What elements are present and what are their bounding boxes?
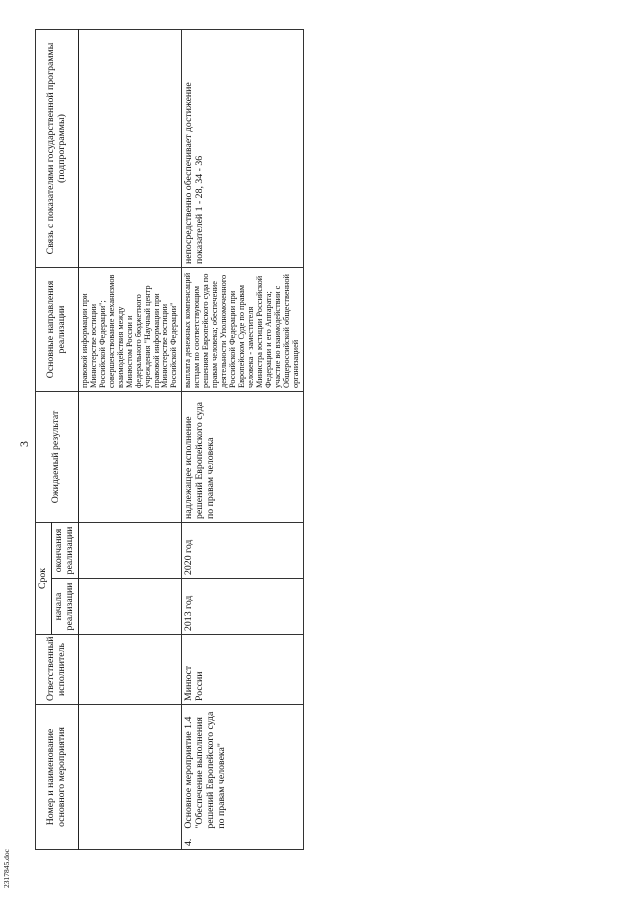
cell-empty [78,30,181,268]
cell-result: надлежащее исполнение решений Европейского суда по правам человека [182,392,303,523]
cell-empty [78,705,181,850]
cell-directions-continued: правовой информации при Министерстве юстиции Российской Федерации"; совершенствование механизмов взаимодействия между Минюстом России и федерального бюджетного учреждения "Научный центр правовой информации при Министерстве юстиции Российской Федерации" [78,268,181,392]
header-number-name: Номер и наименование основного мероприятия [36,705,79,850]
cell-empty [78,523,181,579]
header-result: Ожидаемый результат [36,392,79,523]
cell-link: непосредственно обеспечивает достижение показателей 1 - 28, 34 - 36 [182,30,303,268]
cell-empty [78,635,181,705]
row-name: Основное мероприятие 1.4 "Обеспечение выполнения решений Европейского суда по правам человека" [183,711,228,829]
header-period: Срок [36,523,52,635]
cell-start: 2013 год [182,579,303,635]
header-directions: Основные направления реализации [36,268,79,392]
document-footer: 2317845.doc [2,849,11,888]
header-start: начала реализации [51,579,78,635]
cell-directions: выплата денежных компенсаций истцам по соответствующим решениям Европейского суда по правам человека; обеспечение деятельности Уполномоченного Российской Федерации при Европейском Суде по правам человека - заместителя Министра юстиции Российской Федерации и его Аппарата; участие во взаимодействии с Общероссийской общественной организацией [182,268,303,392]
page-number: 3 [17,441,31,447]
cell-number-name [182,705,303,850]
cell-end: 2020 год [182,523,303,579]
measures-table [35,29,304,850]
cell-empty [78,579,181,635]
cell-responsible: Минюст России [182,635,303,705]
table-row-continued [78,30,181,850]
cell-empty [78,392,181,523]
header-responsible: Ответственный исполнитель [36,635,79,705]
header-end: окончания реализации [51,523,78,579]
rotated-table-container [35,30,615,850]
header-link: Связь с показателями государственной программы (подпрограммы) [36,30,79,268]
table-row [182,30,303,850]
row-number: 4. [183,838,195,846]
